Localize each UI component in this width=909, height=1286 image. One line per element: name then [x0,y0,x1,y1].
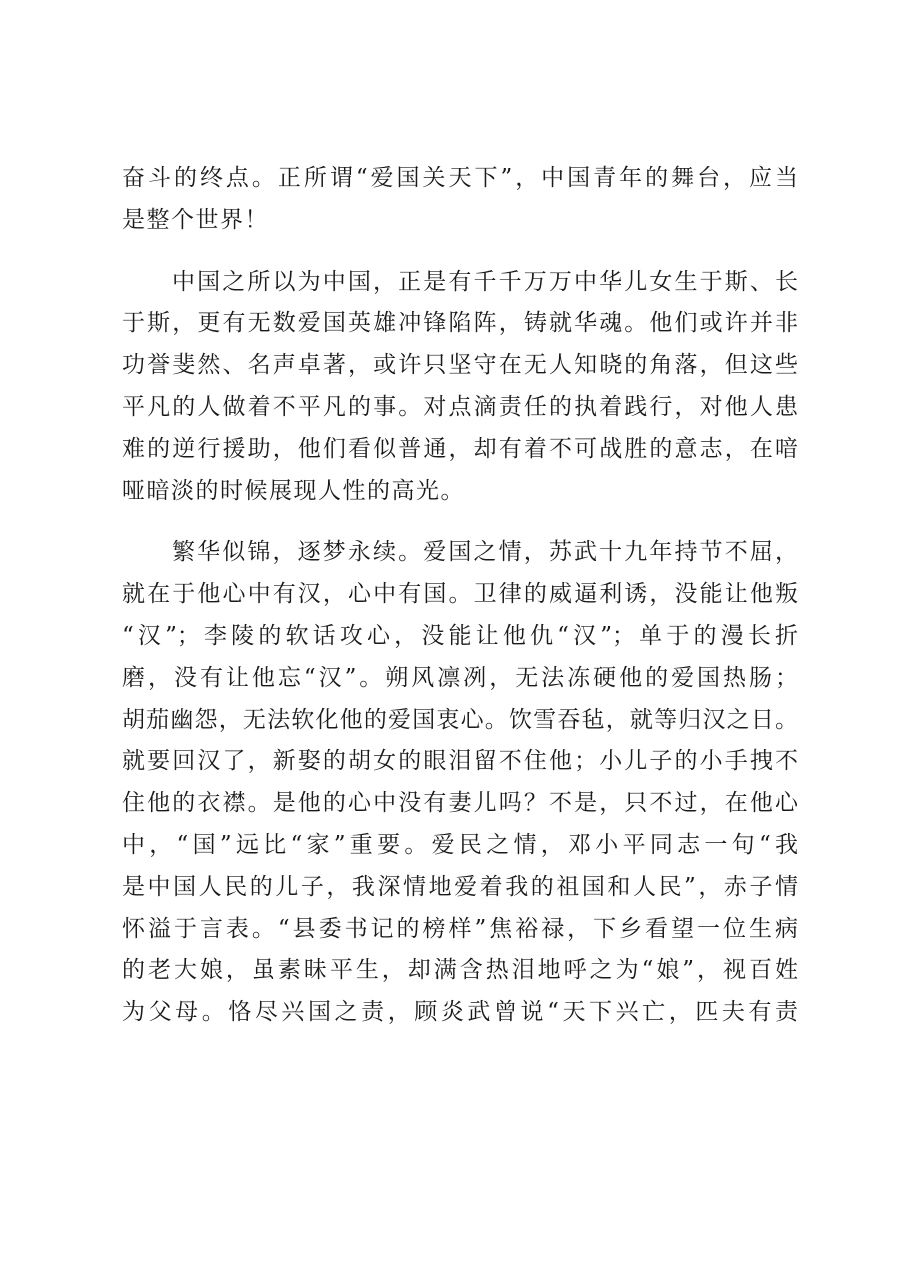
text-line: 于斯，更有无数爱国英雄冲锋陷阵，铸就华魂。他们或许并非 [122,310,798,337]
text-line: 就要回汉了，新娶的胡女的眼泪留不住他；小儿子的小手拽不 [122,748,798,775]
text-line: 奋斗的终点。正所谓“爱国关天下”，中国青年的舞台，应当 [122,165,798,191]
text-line: 为父母。恪尽兴国之责，顾炎武曾说“天下兴亡，匹夫有责 [122,999,798,1026]
text-line: 就在于他心中有汉，心中有国。卫律的威逼利诱，没能让他叛 [122,581,798,608]
paragraph-spacing [122,512,798,532]
text-line: 中国之所以为中国，正是有千千万万中华儿女生于斯、长 [172,268,798,295]
text-line: 平凡的人做着不平凡的事。对点滴责任的执着践行，对他人患 [122,393,798,420]
text-line: 磨，没有让他忘“汉”。朔风凛冽，无法冻硬他的爱国热肠； [122,664,798,691]
text-line: 是中国人民的儿子，我深情地爱着我的祖国和人民”，赤子情 [122,873,798,900]
paragraph-2 [122,262,798,513]
text-line: 中，“国”远比“家”重要。爱民之情，邓小平同志一句“我 [122,831,798,858]
paragraph-spacing [122,242,798,262]
text-line: 繁华似锦，逐梦永续。爱国之情，苏武十九年持节不屈， [172,539,798,566]
text-line: 哑暗淡的时候展现人性的高光。 [122,477,465,504]
document-page [122,158,798,1034]
text-line: 功誉斐然、名声卓著，或许只坚守在无人知晓的角落，但这些 [122,352,798,379]
text-line: 难的逆行援助，他们看似普通，却有着不可战胜的意志，在喑 [122,435,798,462]
text-line: 是整个世界！ [122,206,269,233]
text-line: 的老大娘，虽素昧平生，却满含热泪地呼之为“娘”，视百姓 [122,957,798,984]
text-line: 胡茄幽怨，无法软化他的爱国衷心。饮雪吞毡，就等归汉之日。 [122,706,798,733]
text-line: 住他的衣襟。是他的心中没有妻儿吗？不是，只不过，在他心 [122,790,798,817]
paragraph-1 [122,158,798,242]
text-line: 怀溢于言表。“县委书记的榜样”焦裕禄，下乡看望一位生病 [122,915,798,942]
text-line: “汉”；李陵的软话攻心，没能让他仇“汉”；单于的漫长折 [122,622,798,649]
paragraph-3 [122,532,798,1034]
